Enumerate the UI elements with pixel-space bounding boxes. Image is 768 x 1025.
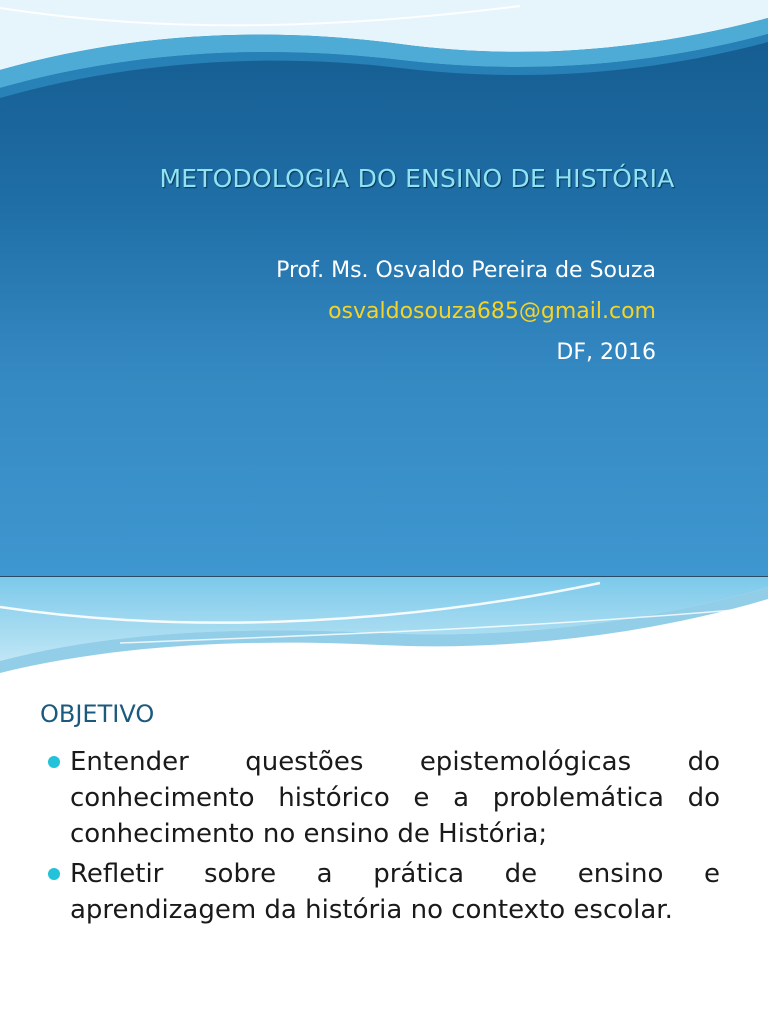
list-item-text: Refletir sobre a prática de ensino e aprendizagem da história no contexto escolar. — [70, 859, 720, 925]
section-heading: OBJETIVO — [40, 700, 155, 728]
author-name: Prof. Ms. Osvaldo Pereira de Souza — [276, 258, 656, 283]
bullet-dot-icon — [48, 756, 60, 768]
bullet-dot-icon — [48, 868, 60, 880]
place-year: DF, 2016 — [556, 340, 656, 365]
list-item-text: Entender questões epistemológicas do conhecimento histórico e a problemática do conhecimento no ensino de História; — [70, 747, 720, 849]
list-item — [44, 744, 720, 852]
author-info — [276, 250, 656, 373]
list-item — [44, 856, 720, 928]
objective-list — [44, 744, 720, 932]
wave-decoration — [0, 0, 768, 110]
author-email: osvaldosouza685@gmail.com — [328, 299, 656, 324]
wave-decoration — [0, 577, 768, 677]
slide-title: METODOLOGIA DO ENSINO DE HISTÓRIA — [159, 164, 675, 193]
